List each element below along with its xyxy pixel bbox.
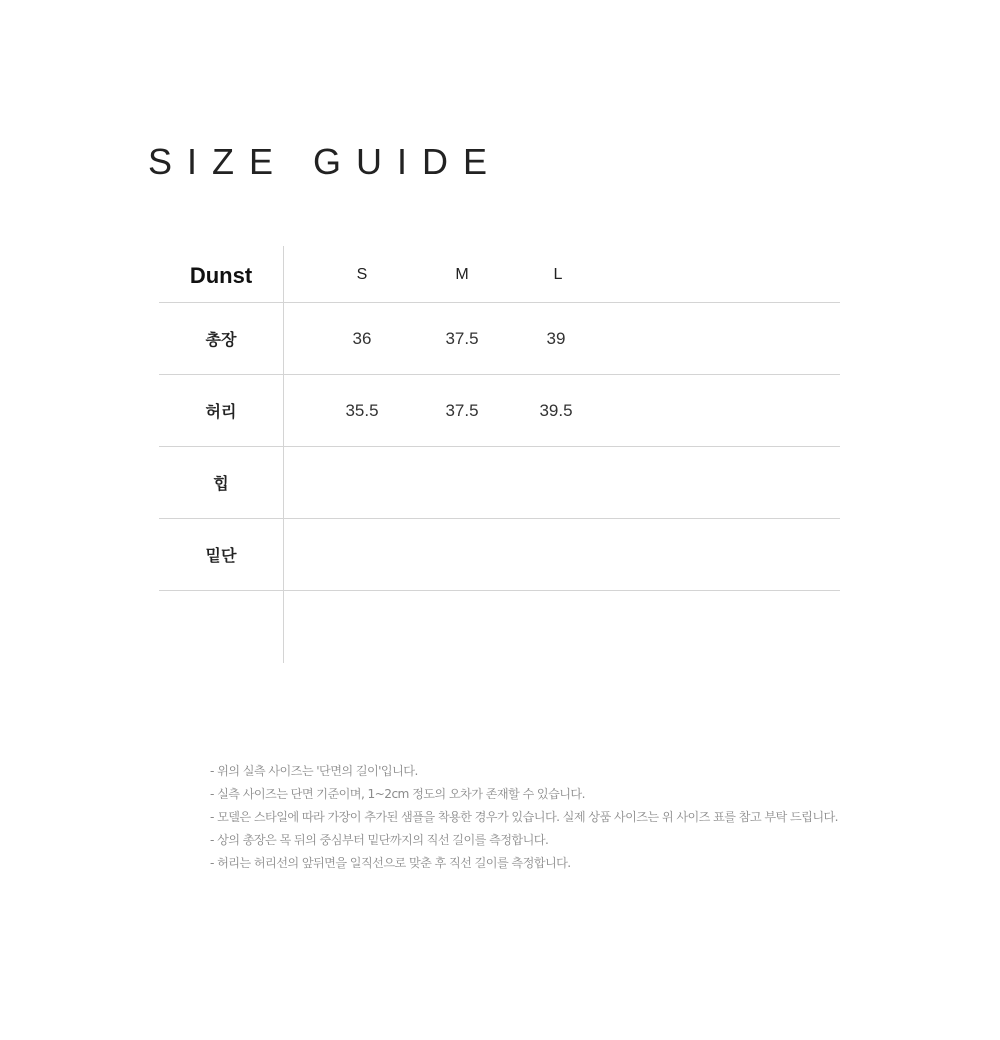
size-notes (210, 760, 838, 875)
note-item: - 모델은 스타일에 따라 가장이 추가된 샘플을 착용한 경우가 있습니다. 실제 상품 사이즈는 위 사이즈 표를 참고 부탁 드립니다. (210, 810, 838, 824)
row-label: 밑단 (159, 519, 284, 590)
table-row (159, 447, 840, 519)
table-cell: 37.5 (445, 400, 479, 420)
note-item: - 허리는 허리선의 앞뒤면을 일직선으로 맞춘 후 직선 길이를 측정합니다. (210, 856, 571, 870)
size-header-m: M (455, 265, 469, 283)
size-header-l: L (553, 265, 563, 283)
row-label: 총장 (159, 303, 284, 374)
table-cell: 36 (352, 328, 372, 348)
note-item: - 상의 총장은 목 뒤의 중심부터 밑단까지의 직선 길이를 측정합니다. (210, 833, 549, 847)
row-label: 힙 (159, 447, 284, 518)
table-header-row (159, 247, 840, 303)
table-row (159, 375, 840, 447)
table-row (159, 519, 840, 591)
row-label (159, 591, 284, 663)
table-row (159, 591, 840, 663)
brand-label: Dunst (159, 246, 284, 303)
table-cell: 35.5 (345, 400, 379, 420)
table-row (159, 303, 840, 375)
table-cell: 37.5 (445, 328, 479, 348)
page-title: SIZE GUIDE (148, 141, 503, 182)
size-table (159, 247, 840, 663)
size-header-s: S (356, 265, 368, 283)
table-cell: 39.5 (539, 400, 573, 420)
table-cell: 39 (546, 328, 566, 348)
row-label: 허리 (159, 375, 284, 446)
note-item: - 위의 실측 사이즈는 '단면의 길이'입니다. (210, 764, 418, 778)
note-item: - 실측 사이즈는 단면 기준이며, 1~2cm 정도의 오차가 존재할 수 있습니다. (210, 787, 585, 801)
